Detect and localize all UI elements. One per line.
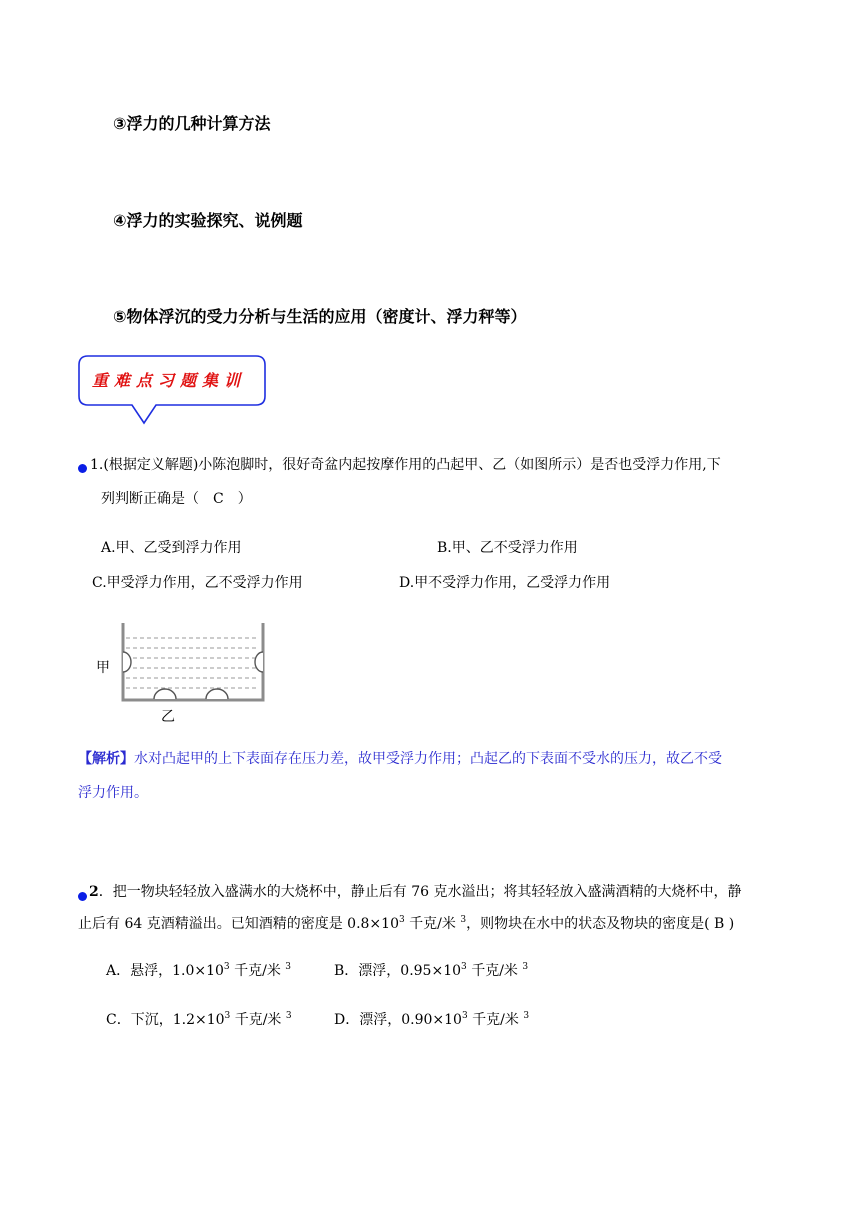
q2-opt-d-text: D．漂浮，0.90×10 [334,1012,462,1028]
q2-option-d [334,1011,529,1029]
q1-line-2: 列判断正确是（ C ） [101,491,252,507]
heading-experiment-inquiry: ④浮力的实验探究、说例题 [113,211,303,230]
q2-opt-c-unit-exp: 3 [285,1011,292,1021]
q1-analysis-line-1 [78,748,722,768]
q2-text-1: ．把一物块轻轻放入盛满水的大烧杯中，静止后有 76 克水溢出；将其轻轻放入盛满酒精的大烧杯中，静 [98,884,742,900]
q2-opt-b-unit-exp: 3 [522,962,529,972]
q2-opt-b-text: B．漂浮，0.95×10 [334,963,462,979]
basin-diagram-icon [96,620,271,725]
q2-option-c [106,1011,292,1029]
q2-opt-a-unit-exp: 3 [285,962,292,972]
q1-option-d: D.甲不受浮力作用，乙受浮力作用 [399,575,611,591]
q2-exp-2: 3 [460,915,467,925]
q2-text-2e: ，则物块在水中的状态及物块的密度是( B ) [466,916,735,932]
section-badge [78,355,268,427]
q2-opt-b-exp: 3 [461,962,467,972]
q1-option-c: C.甲受浮力作用，乙不受浮力作用 [92,575,303,591]
question-1 [78,458,87,477]
q1-analysis-line-2: 浮力作用。 [78,785,148,801]
label-jia: 甲 [96,660,110,676]
q2-opt-b-unit: 千克/米 [466,963,523,979]
q2-option-b [334,962,528,980]
q2-line-2 [78,915,734,933]
q2-opt-d-exp: 3 [461,1011,468,1021]
basin-figure [96,620,271,725]
heading-calculation-methods: ③浮力的几种计算方法 [113,114,271,133]
q2-exp-1: 3 [398,915,405,925]
q2-opt-c-exp: 3 [224,1011,231,1021]
q1-option-a: A.甲、乙受到浮力作用 [101,540,242,556]
label-yi: 乙 [161,709,175,725]
q1-text: (根据定义解题)小陈泡脚时，很好奇盆内起按摩作用的凸起甲、乙（如图所示）是否也受浮力作用,下 [103,457,721,473]
q2-text-2a: 止后有 64 克酒精溢出。已知酒精的密度是 0.8×10 [78,916,399,932]
q1-number: 1. [90,457,104,473]
bullet-icon [78,464,87,473]
analysis-text-1: 水对凸起甲的上下表面存在压力差，故甲受浮力作用；凸起乙的下表面不受水的压力，故乙不受 [134,751,722,767]
bullet-icon [78,892,87,901]
analysis-label: 【解析】 [78,751,134,767]
q2-opt-c-unit: 千克/米 [230,1012,286,1028]
q2-line-1 [89,883,741,901]
q2-opt-d-unit-exp: 3 [523,1011,530,1021]
q2-number: 2 [89,884,99,900]
q2-opt-a-exp: 3 [223,962,230,972]
q1-line-1 [90,456,721,474]
q2-opt-d-unit: 千克/米 [467,1012,524,1028]
q2-opt-a-unit: 千克/米 [229,963,286,979]
question-2 [78,886,87,905]
badge-title: 重难点习题集训 [92,371,247,390]
q2-option-a [106,962,291,980]
heading-sink-float-analysis: ⑤物体浮沉的受力分析与生活的应用（密度计、浮力秤等） [113,307,527,326]
q2-text-2c: 千克/米 [404,916,461,932]
q1-option-b: B.甲、乙不受浮力作用 [437,540,578,556]
badge-speech-bubble-icon [78,355,268,427]
q2-opt-a-text: A．悬浮，1.0×10 [106,963,224,979]
q2-opt-c-text: C．下沉，1.2×10 [106,1012,225,1028]
